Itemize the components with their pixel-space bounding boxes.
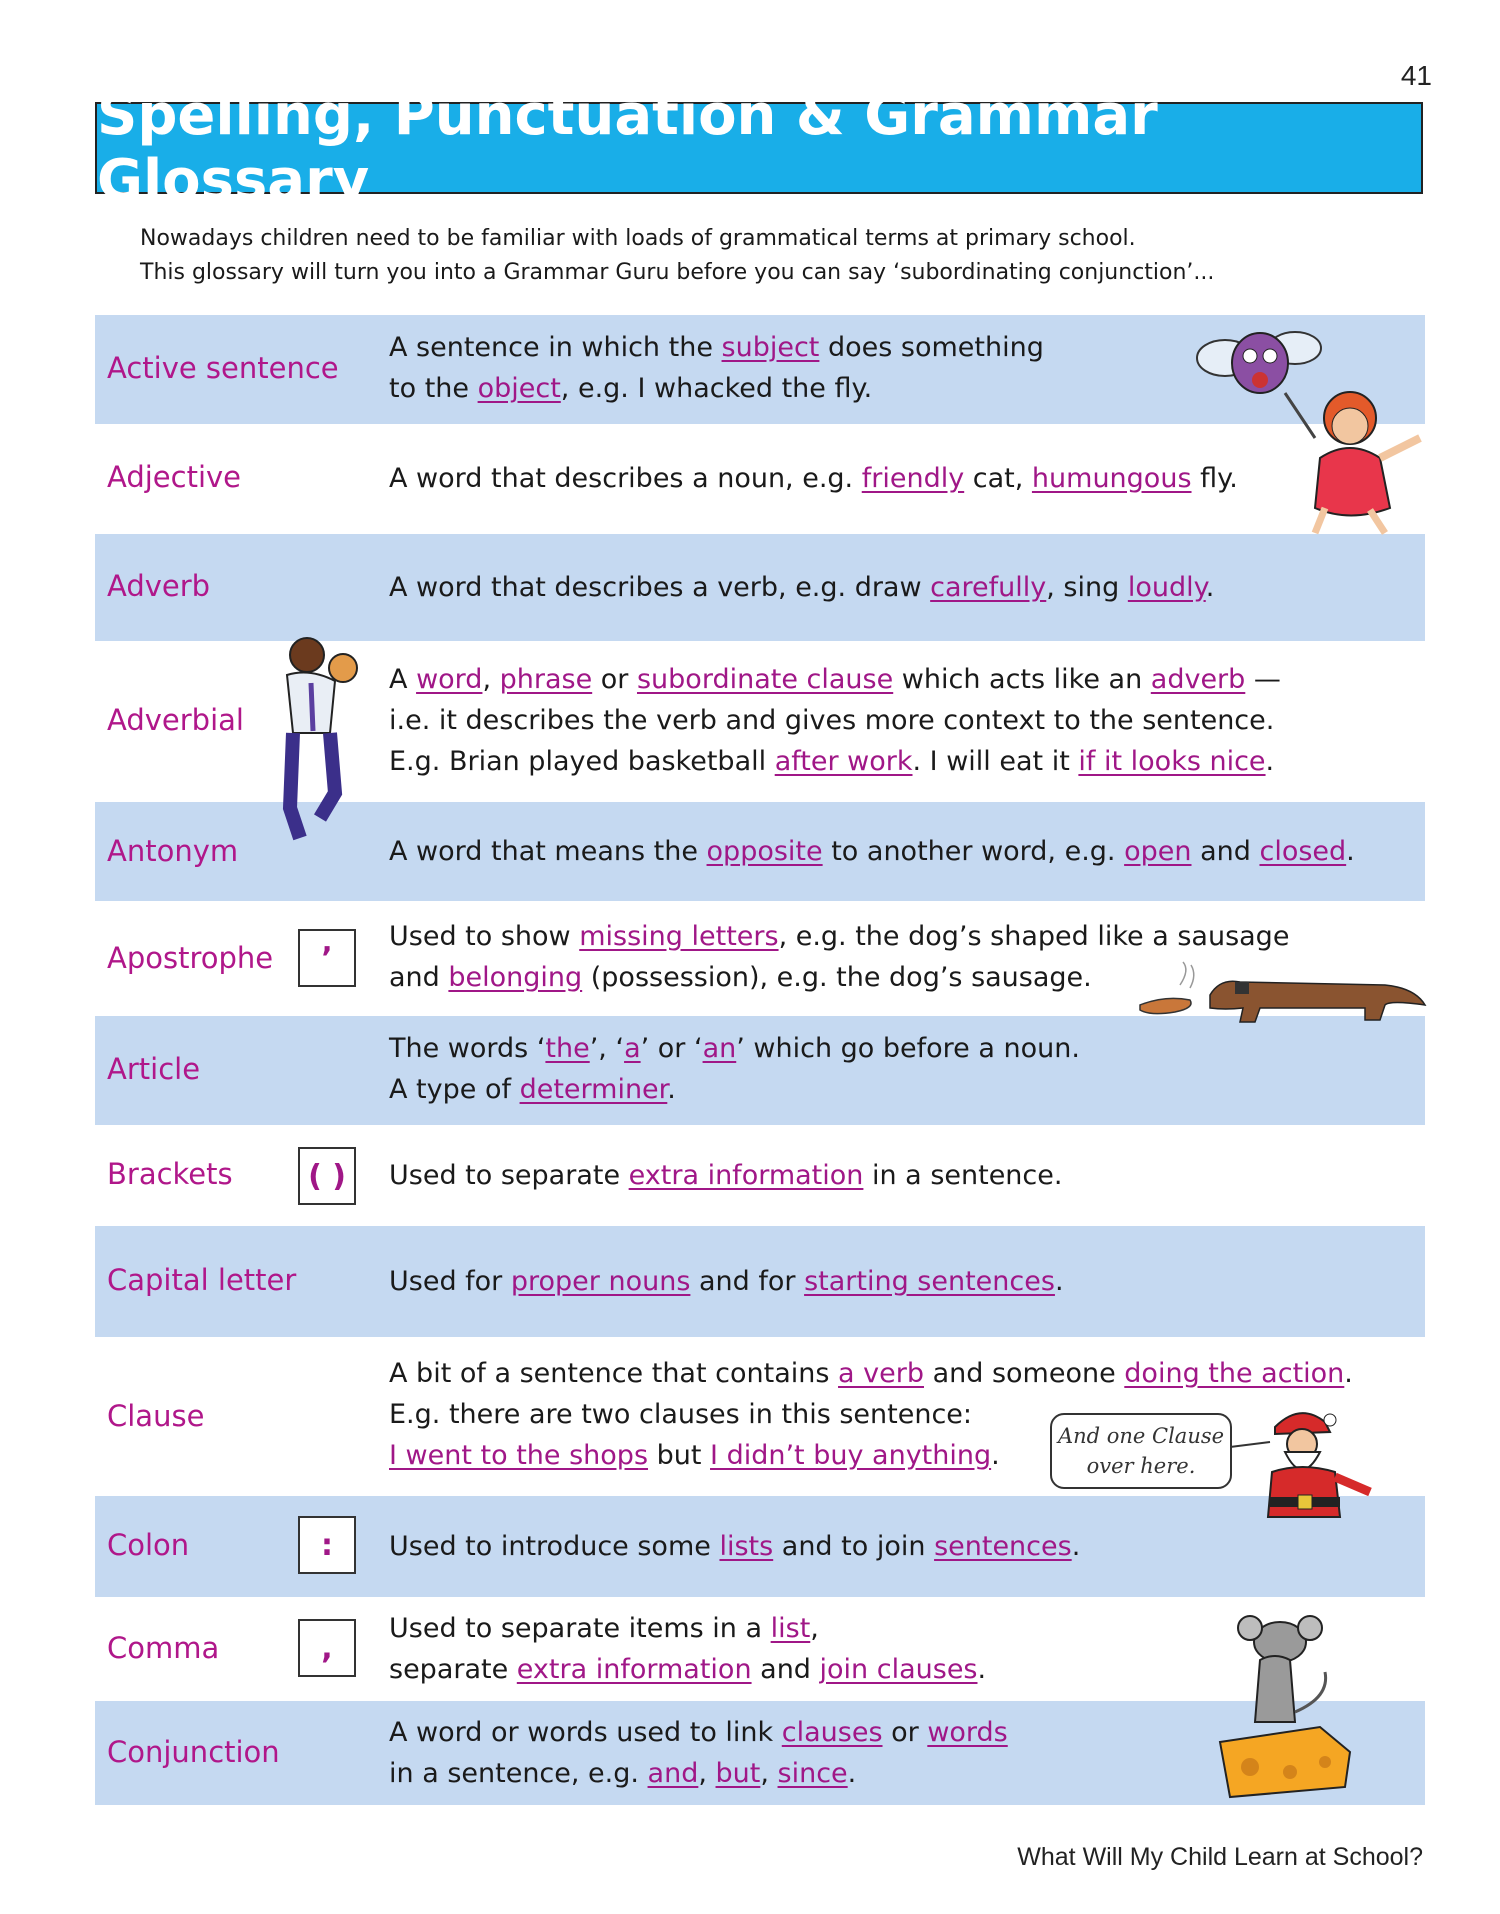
- term-conjunction: Conjunction: [107, 1735, 280, 1769]
- def-text: does something: [819, 332, 1044, 363]
- def-text: A type of: [389, 1074, 520, 1105]
- def-highlight: phrase: [499, 664, 593, 695]
- definition-active-sentence: [389, 327, 1044, 409]
- def-text: and: [1191, 836, 1260, 867]
- def-text: to another word, e.g.: [822, 836, 1125, 867]
- brackets-symbol-box: ( ): [298, 1147, 356, 1205]
- def-text: fly.: [1191, 463, 1238, 494]
- def-text: ,: [482, 664, 500, 695]
- footer-title: What Will My Child Learn at School?: [1017, 1843, 1423, 1871]
- definition-antonym: [389, 831, 1355, 872]
- basketball-player-illustration: [265, 633, 370, 843]
- santa-illustration: [1230, 1402, 1400, 1537]
- def-text: .: [991, 1440, 1000, 1471]
- def-highlight: a verb: [838, 1358, 924, 1389]
- def-highlight: and: [647, 1758, 699, 1789]
- glossary-row-colon: [95, 1496, 1425, 1597]
- def-highlight: belonging: [448, 962, 583, 993]
- def-highlight: lists: [719, 1531, 774, 1562]
- def-text: , sing: [1046, 572, 1128, 603]
- term-adverb: Adverb: [107, 569, 211, 603]
- def-text: .: [847, 1758, 857, 1789]
- def-text: and: [389, 962, 449, 993]
- def-highlight: I went to the shops: [389, 1440, 649, 1471]
- definition-colon: [389, 1526, 1080, 1567]
- def-highlight: starting sentences: [804, 1266, 1055, 1297]
- def-highlight: adverb: [1150, 664, 1246, 695]
- def-text: E.g. Brian played basketball: [389, 746, 775, 777]
- def-text: to the: [389, 373, 478, 404]
- term-brackets: Brackets: [107, 1157, 233, 1191]
- def-text: cat,: [964, 463, 1032, 494]
- def-text: Used to separate items in a: [389, 1613, 771, 1644]
- bubble-line-2: over here.: [1086, 1454, 1196, 1478]
- def-highlight: clauses: [781, 1717, 883, 1748]
- definition-adjective: [389, 458, 1238, 499]
- def-highlight: open: [1124, 836, 1192, 867]
- def-highlight: but: [715, 1758, 761, 1789]
- def-highlight: humungous: [1031, 463, 1192, 494]
- def-text: Used to separate: [389, 1160, 629, 1191]
- term-adverbial: Adverbial: [107, 703, 244, 737]
- mouse-on-cheese-illustration: [1210, 1612, 1360, 1802]
- def-text: Used to show: [389, 921, 580, 952]
- def-text: E.g. there are two clauses in this sentence:: [389, 1399, 973, 1430]
- def-highlight: opposite: [706, 836, 823, 867]
- def-text: A bit of a sentence that contains: [389, 1358, 839, 1389]
- glossary-row-capital-letter: [95, 1226, 1425, 1337]
- intro-line-2: This glossary will turn you into a Grammar Guru before you can say ‘subordinating conjunction’...: [140, 260, 1215, 285]
- def-highlight: loudly: [1127, 572, 1206, 603]
- def-highlight: closed: [1259, 836, 1347, 867]
- def-text: .: [1071, 1531, 1081, 1562]
- def-text: and for: [690, 1266, 805, 1297]
- definition-brackets: [389, 1155, 1062, 1196]
- def-text: and to join: [773, 1531, 935, 1562]
- def-text: , e.g. the dog’s shaped like a sausage: [778, 921, 1290, 952]
- title-banner: [95, 83, 1423, 213]
- term-colon: Colon: [107, 1528, 190, 1562]
- def-highlight: extra information: [516, 1654, 752, 1685]
- def-text: ’ which go before a noun.: [736, 1033, 1080, 1064]
- def-highlight: object: [477, 373, 561, 404]
- def-highlight: words: [927, 1717, 1008, 1748]
- term-apostrophe: Apostrophe: [107, 941, 274, 975]
- term-clause: Clause: [107, 1399, 205, 1433]
- def-text: in a sentence.: [863, 1160, 1063, 1191]
- def-text: The words ‘: [389, 1033, 546, 1064]
- glossary-row-article: [95, 1016, 1425, 1125]
- def-text: . I will eat it: [912, 746, 1079, 777]
- page-title: Spelling, Punctuation & Grammar Glossary: [97, 83, 1158, 213]
- def-text: Used to introduce some: [389, 1531, 720, 1562]
- def-highlight: word: [416, 664, 483, 695]
- colon-symbol-box: :: [298, 1516, 356, 1574]
- definition-conjunction: [389, 1712, 1008, 1794]
- speech-bubble: [1050, 1413, 1232, 1489]
- apostrophe-symbol-box: ’: [298, 929, 356, 987]
- def-text: ,: [810, 1613, 819, 1644]
- def-highlight: extra information: [628, 1160, 864, 1191]
- def-text: or: [592, 664, 637, 695]
- definition-comma: [389, 1608, 986, 1690]
- def-text: ’ or ‘: [640, 1033, 703, 1064]
- def-text: A word that describes a verb, e.g. draw: [389, 572, 931, 603]
- def-text: but: [648, 1440, 711, 1471]
- def-highlight: doing the action: [1124, 1358, 1345, 1389]
- def-text: .: [1205, 572, 1215, 603]
- def-highlight: subject: [721, 332, 820, 363]
- def-text: Used for: [389, 1266, 511, 1297]
- definition-article: [389, 1028, 1080, 1110]
- def-text: , e.g. I whacked the fly.: [560, 373, 873, 404]
- def-highlight: missing letters: [579, 921, 779, 952]
- def-text: .: [1344, 1358, 1353, 1389]
- intro-text: [140, 222, 1340, 290]
- def-highlight: the: [545, 1033, 590, 1064]
- glossary-row-brackets: [95, 1125, 1425, 1226]
- definition-adverb: [389, 567, 1214, 608]
- def-text: .: [1346, 836, 1355, 867]
- def-highlight: join clauses: [819, 1654, 978, 1685]
- term-capital-letter: Capital letter: [107, 1263, 297, 1297]
- glossary-row-adverb: [95, 534, 1425, 641]
- page-number: 41: [1400, 60, 1432, 91]
- def-text: and: [751, 1654, 820, 1685]
- definition-capital-letter: [389, 1261, 1064, 1302]
- term-adjective: Adjective: [107, 460, 242, 494]
- def-text: in a sentence, e.g.: [389, 1758, 648, 1789]
- def-text: A word that means the: [389, 836, 707, 867]
- def-highlight: list: [770, 1613, 811, 1644]
- term-active-sentence: Active sentence: [107, 351, 339, 385]
- def-text: (possession), e.g. the dog’s sausage.: [582, 962, 1092, 993]
- def-text: A word or words used to link: [389, 1717, 782, 1748]
- def-text: which acts like an: [893, 664, 1151, 695]
- def-highlight: after work: [774, 746, 913, 777]
- def-highlight: an: [702, 1033, 737, 1064]
- term-antonym: Antonym: [107, 834, 239, 868]
- comma-symbol-box: ,: [298, 1619, 356, 1677]
- def-highlight: since: [777, 1758, 848, 1789]
- def-text: ,: [760, 1758, 778, 1789]
- def-text: —: [1245, 664, 1281, 695]
- def-text: ’, ‘: [589, 1033, 625, 1064]
- def-text: .: [667, 1074, 676, 1105]
- def-text: .: [977, 1654, 987, 1685]
- def-text: or: [882, 1717, 928, 1748]
- def-highlight: friendly: [861, 463, 965, 494]
- def-text: .: [1054, 1266, 1064, 1297]
- def-text: and someone: [924, 1358, 1125, 1389]
- def-text: ,: [698, 1758, 716, 1789]
- def-highlight: determiner: [519, 1074, 668, 1105]
- def-highlight: carefully: [930, 572, 1047, 603]
- def-text: A: [389, 664, 417, 695]
- def-highlight: I didn’t buy anything: [710, 1440, 992, 1471]
- def-highlight: a: [624, 1033, 641, 1064]
- def-text: .: [1265, 746, 1275, 777]
- term-article: Article: [107, 1052, 201, 1086]
- def-highlight: sentences: [934, 1531, 1072, 1562]
- definition-adverbial: [389, 659, 1281, 782]
- def-highlight: subordinate clause: [636, 664, 894, 695]
- intro-line-1: Nowadays children need to be familiar with loads of grammatical terms at primary school.: [140, 226, 1136, 251]
- def-highlight: proper nouns: [510, 1266, 691, 1297]
- def-text: A word that describes a noun, e.g.: [389, 463, 862, 494]
- term-comma: Comma: [107, 1631, 220, 1665]
- bubble-line-1: And one Clause: [1057, 1424, 1225, 1448]
- def-text: A sentence in which the: [389, 332, 722, 363]
- fly-and-woman-illustration: [1195, 318, 1435, 538]
- dachshund-illustration: [1135, 960, 1430, 1030]
- def-text: i.e. it describes the verb and gives more context to the sentence.: [389, 705, 1275, 736]
- def-text: separate: [389, 1654, 517, 1685]
- def-highlight: if it looks nice: [1078, 746, 1266, 777]
